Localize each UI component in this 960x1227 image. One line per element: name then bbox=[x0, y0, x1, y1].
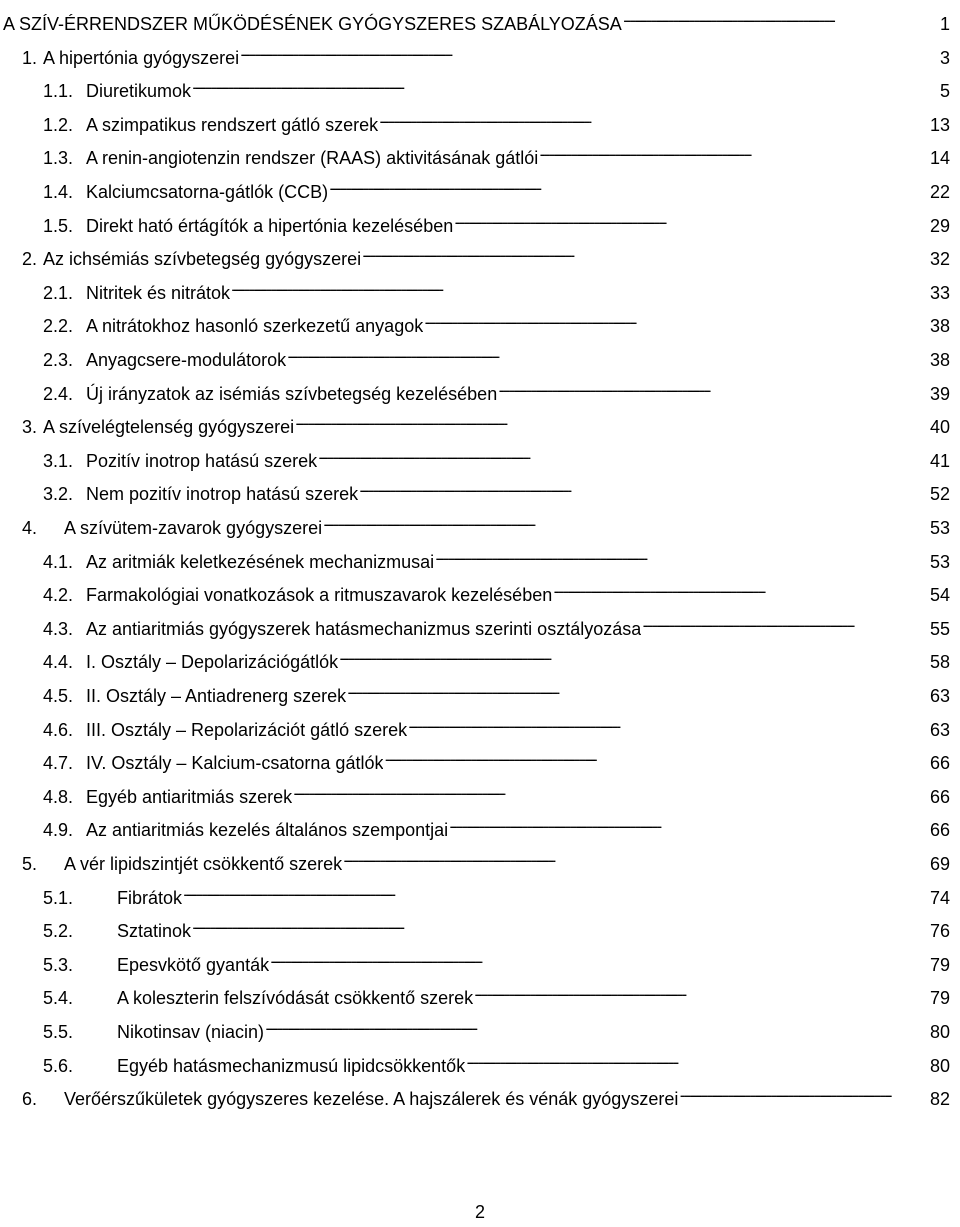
toc-entry-number: 4.9. bbox=[43, 820, 74, 841]
toc-entry-number: 1.2. bbox=[43, 114, 74, 135]
toc-entry-page: 1 bbox=[939, 14, 950, 34]
toc-entry-title: Diuretikumok bbox=[86, 81, 192, 102]
toc-entry[interactable] bbox=[22, 241, 950, 270]
toc-entry[interactable] bbox=[43, 678, 950, 706]
toc-entry[interactable] bbox=[43, 880, 950, 908]
toc-dot-leader bbox=[449, 812, 929, 836]
toc-entry-title: Az aritmiák keletkezésének mechanizmusai bbox=[86, 551, 435, 572]
toc-entry-page: 53 bbox=[929, 518, 950, 538]
toc-entry-page: 80 bbox=[929, 1055, 950, 1076]
toc-entry-number: 5.6. bbox=[43, 1055, 74, 1076]
toc-entry-title: Az antiaritmiás kezelés általános szempontjai bbox=[86, 820, 449, 841]
toc-entry[interactable] bbox=[43, 611, 950, 639]
toc-entry-number: 4.4. bbox=[43, 652, 74, 673]
toc-entry-title: Új irányzatok az isémiás szívbetegség kezelésében bbox=[86, 383, 498, 404]
toc-dot-leader bbox=[623, 6, 939, 30]
toc-entry-number: 4.6. bbox=[43, 719, 74, 740]
toc-entry-number: 5.4. bbox=[43, 988, 74, 1009]
toc-entry-number: 4.2. bbox=[43, 585, 74, 606]
toc-dot-leader bbox=[359, 476, 929, 500]
toc-entry[interactable] bbox=[43, 779, 950, 807]
toc-dot-leader bbox=[343, 846, 929, 870]
toc-entry[interactable] bbox=[43, 476, 950, 505]
toc-entry-page: 63 bbox=[929, 719, 950, 740]
toc-entry-page: 29 bbox=[929, 215, 950, 236]
toc-dot-leader bbox=[424, 308, 929, 332]
toc-entry[interactable] bbox=[43, 174, 950, 202]
toc-dot-leader bbox=[347, 678, 929, 702]
toc-dot-leader bbox=[466, 1048, 929, 1072]
toc-entry-number: 3. bbox=[22, 417, 38, 438]
toc-entry[interactable] bbox=[43, 947, 950, 975]
toc-entry-number: 2.1. bbox=[43, 282, 74, 303]
toc-dot-leader bbox=[240, 40, 939, 64]
toc-entry-page: 38 bbox=[929, 350, 950, 370]
toc-dot-leader bbox=[192, 73, 939, 97]
toc-entry-number: 3.1. bbox=[43, 450, 74, 471]
toc-entry-page: 63 bbox=[929, 686, 950, 706]
toc-entry-page: 14 bbox=[929, 148, 950, 169]
toc-entry[interactable] bbox=[43, 644, 950, 673]
toc-entry-title: Nitritek és nitrátok bbox=[86, 282, 231, 303]
toc-entry-page: 66 bbox=[929, 820, 950, 841]
toc-entry-title: III. Osztály – Repolarizációt gátló szerek bbox=[86, 719, 408, 740]
toc-entry-title: Nem pozitív inotrop hatású szerek bbox=[86, 484, 359, 505]
toc-entry-title: Farmakológiai vonatkozások a ritmuszavarok kezelésében bbox=[86, 585, 553, 606]
toc-dot-leader bbox=[435, 544, 929, 568]
toc-entry[interactable] bbox=[43, 544, 950, 572]
toc-entry[interactable] bbox=[43, 1014, 950, 1042]
page-number: 2 bbox=[474, 1202, 485, 1222]
toc-entry-title: A koleszterin felszívódását csökkentő szerek bbox=[117, 988, 474, 1009]
toc-entry-page: 54 bbox=[929, 585, 950, 606]
toc-entry-title: Pozitív inotrop hatású szerek bbox=[86, 450, 318, 471]
toc-entry-number: 4.3. bbox=[43, 618, 74, 639]
toc-entry-page: 66 bbox=[929, 753, 950, 774]
toc-entry-page: 76 bbox=[929, 921, 950, 942]
toc-entry-number: 4.1. bbox=[43, 551, 74, 572]
toc-entry[interactable] bbox=[43, 712, 950, 740]
toc-dot-leader bbox=[679, 1081, 929, 1105]
toc-dot-leader bbox=[339, 644, 929, 668]
toc-entry-title: II. Osztály – Antiadrenerg szerek bbox=[86, 686, 347, 706]
toc-entry[interactable] bbox=[43, 107, 950, 135]
toc-entry[interactable] bbox=[43, 342, 950, 370]
toc-dot-leader bbox=[265, 1014, 929, 1038]
toc-entry-number: 2. bbox=[22, 249, 38, 270]
toc-entry-title: A szívelégtelenség gyógyszerei bbox=[43, 417, 295, 438]
toc-entry-page: 52 bbox=[929, 484, 950, 505]
toc-entry-title: Epesvkötő gyanták bbox=[117, 954, 270, 975]
toc-entry-number: 5.3. bbox=[43, 954, 74, 975]
toc-entry[interactable] bbox=[43, 812, 950, 841]
toc-entry-title: Verőérszűkületek gyógyszeres kezelése. A hajszálerek és vénák gyógyszerei bbox=[64, 1089, 679, 1110]
toc-dot-leader bbox=[408, 712, 929, 736]
toc-entry-page: 13 bbox=[929, 114, 950, 135]
toc-entry-page: 79 bbox=[929, 954, 950, 975]
toc-entry-title: Egyéb hatásmechanizmusú lipidcsökkentők bbox=[117, 1055, 466, 1076]
toc-dot-leader bbox=[642, 611, 929, 635]
toc-entry-title: Sztatinok bbox=[117, 921, 192, 942]
toc-entry-page: 22 bbox=[929, 182, 950, 202]
toc-entry-page: 33 bbox=[929, 282, 950, 303]
toc-entry-title: Kalciumcsatorna-gátlók (CCB) bbox=[86, 182, 329, 202]
toc-entry-title: Az antiaritmiás gyógyszerek hatásmechanizmus szerinti osztályozása bbox=[86, 618, 642, 639]
toc-entry-number: 4.5. bbox=[43, 686, 74, 706]
toc-dot-leader bbox=[539, 140, 929, 164]
toc-entry-title: Nikotinsav (niacin) bbox=[117, 1022, 265, 1042]
toc-entry[interactable] bbox=[3, 6, 950, 34]
toc-entry-number: 2.4. bbox=[43, 383, 74, 404]
toc-dot-leader bbox=[270, 947, 929, 971]
toc-entry-title: Az ichsémiás szívbetegség gyógyszerei bbox=[43, 249, 362, 270]
toc-entry[interactable] bbox=[43, 980, 950, 1009]
toc-dot-leader bbox=[295, 409, 929, 433]
toc-dot-leader bbox=[454, 208, 929, 232]
toc-entry-page: 58 bbox=[929, 652, 950, 673]
toc-entry[interactable] bbox=[43, 140, 950, 169]
toc-entry-title: Egyéb antiaritmiás szerek bbox=[86, 786, 293, 807]
toc-entry-page: 66 bbox=[929, 786, 950, 807]
toc-entry-title: A hipertónia gyógyszerei bbox=[43, 47, 240, 68]
toc-entry-page: 39 bbox=[929, 383, 950, 404]
toc-entry-title: Direkt ható értágítók a hipertónia kezelésében bbox=[86, 215, 454, 236]
toc-entry[interactable] bbox=[22, 409, 950, 438]
toc-entry[interactable] bbox=[43, 376, 950, 404]
toc-entry[interactable] bbox=[43, 913, 950, 942]
toc-entry-page: 40 bbox=[929, 417, 950, 438]
toc-dot-leader bbox=[323, 510, 929, 534]
toc-dot-leader bbox=[379, 107, 929, 131]
toc-entry-number: 5.5. bbox=[43, 1022, 74, 1042]
toc-entry[interactable] bbox=[22, 1081, 950, 1110]
toc-entry-page: 32 bbox=[929, 249, 950, 270]
toc-entry-number: 1.1. bbox=[43, 81, 74, 102]
toc-entry-page: 38 bbox=[929, 316, 950, 337]
toc-entry[interactable] bbox=[43, 577, 950, 606]
toc-entry[interactable] bbox=[43, 1048, 950, 1076]
toc-entry-page: 53 bbox=[929, 551, 950, 572]
toc-entry-title: I. Osztály – Depolarizációgátlók bbox=[86, 652, 339, 673]
toc-entry-title: A SZÍV-ÉRRENDSZER MŰKÖDÉSÉNEK GYÓGYSZERES SZABÁLYOZÁSA bbox=[3, 14, 622, 34]
toc-entry-number: 1.4. bbox=[43, 182, 74, 202]
toc-entry-number: 6. bbox=[22, 1089, 38, 1110]
toc-dot-leader bbox=[287, 342, 929, 366]
toc-entry-title: Anyagcsere-modulátorok bbox=[86, 350, 287, 370]
toc-entry-number: 1.5. bbox=[43, 215, 74, 236]
toc-entry[interactable] bbox=[43, 275, 950, 303]
toc-dot-leader bbox=[384, 745, 929, 769]
toc-entry[interactable] bbox=[43, 745, 950, 774]
toc-entry-page: 79 bbox=[929, 988, 950, 1009]
toc-dot-leader bbox=[192, 913, 929, 937]
toc-entry-number: 4.7. bbox=[43, 753, 74, 774]
toc-dot-leader bbox=[474, 980, 929, 1004]
toc-entry-number: 5.2. bbox=[43, 921, 74, 942]
toc-entry-title: Fibrátok bbox=[117, 887, 183, 908]
toc-entry[interactable] bbox=[43, 208, 950, 236]
toc-dot-leader bbox=[318, 443, 929, 467]
toc-entry-number: 5.1. bbox=[43, 887, 74, 908]
toc-entry-page: 82 bbox=[929, 1089, 950, 1110]
toc-entry-number: 4. bbox=[22, 518, 38, 538]
toc-entry-number: 2.2. bbox=[43, 316, 74, 337]
toc-entry-title: A vér lipidszintjét csökkentő szerek bbox=[64, 854, 343, 874]
toc-entry-title: A nitrátokhoz hasonló szerkezetű anyagok bbox=[86, 316, 424, 337]
toc-entry-page: 41 bbox=[929, 450, 950, 471]
toc-dot-leader bbox=[498, 376, 929, 400]
toc-entry-page: 55 bbox=[929, 618, 950, 639]
toc-entry-page: 80 bbox=[929, 1022, 950, 1042]
toc-entry[interactable] bbox=[43, 73, 950, 102]
toc-entry-page: 3 bbox=[939, 47, 950, 68]
toc-entry-number: 1.3. bbox=[43, 148, 74, 169]
toc-entry-title: A szimpatikus rendszert gátló szerek bbox=[86, 114, 379, 135]
toc-entry[interactable] bbox=[43, 443, 950, 471]
toc-entry[interactable] bbox=[22, 510, 950, 538]
toc-entry-page: 69 bbox=[929, 854, 950, 874]
toc-entry-title: A renin-angiotenzin rendszer (RAAS) aktivitásának gátlói bbox=[86, 148, 539, 169]
toc-dot-leader bbox=[329, 174, 929, 198]
toc-dot-leader bbox=[553, 577, 929, 601]
toc-entry-number: 2.3. bbox=[43, 350, 74, 370]
toc-entry[interactable] bbox=[22, 40, 950, 68]
toc-entry-number: 1. bbox=[22, 47, 38, 68]
toc-entry-number: 5. bbox=[22, 854, 38, 874]
toc-entry-number: 3.2. bbox=[43, 484, 74, 505]
toc-dot-leader bbox=[231, 275, 929, 299]
toc-dot-leader bbox=[362, 241, 929, 265]
toc-entry-page: 74 bbox=[929, 887, 950, 908]
toc-entry[interactable] bbox=[22, 846, 950, 874]
toc-entry-title: A szívütem-zavarok gyógyszerei bbox=[64, 518, 323, 538]
toc-entry-title: IV. Osztály – Kalcium-csatorna gátlók bbox=[86, 753, 384, 774]
toc-entry[interactable] bbox=[43, 308, 950, 337]
toc-entry-number: 4.8. bbox=[43, 786, 74, 807]
toc-entry-page: 5 bbox=[939, 81, 950, 102]
toc-dot-leader bbox=[183, 880, 929, 904]
toc-dot-leader bbox=[293, 779, 929, 803]
